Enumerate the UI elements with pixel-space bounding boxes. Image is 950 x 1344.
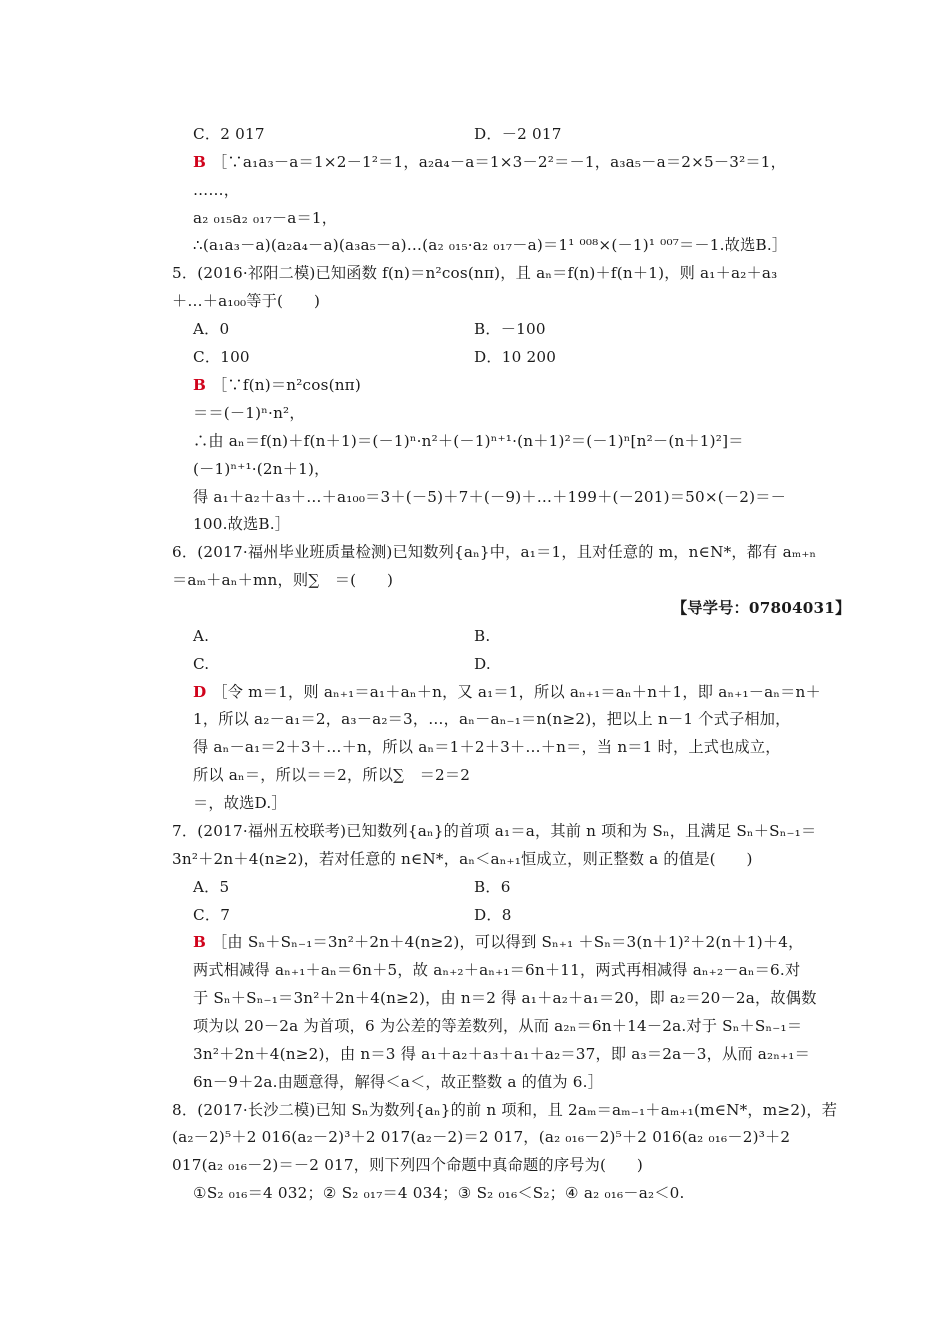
text-line <box>193 959 800 981</box>
text-line <box>172 820 816 842</box>
answer-letter: B <box>193 153 207 171</box>
line-text: ＝，故选D.］ <box>193 794 287 812</box>
line-text: C. <box>193 655 210 673</box>
line-text: 5．(2016·祁阳二模)已知函数 f(n)＝n²cos(nπ)，且 aₙ＝f(n)＋f(n＋1)，则 a₁＋a₂＋a₃ <box>172 264 778 282</box>
text-line <box>172 1126 790 1148</box>
line-text: 6．(2017·福州毕业班质量检测)已知数列{aₙ}中，a₁＝1，且对任意的 m，n∈N*，都有 aₘ₊ₙ <box>172 543 817 561</box>
line-text: C．100 <box>193 348 250 366</box>
text-line <box>193 736 781 758</box>
text-line <box>193 151 786 173</box>
text-line <box>193 234 787 256</box>
text-line <box>172 541 816 563</box>
line-text: ［∵a₁a₃－a＝1×2－1²＝1，a₂a₄－a＝1×3－2²＝－1，a₃a₅－a＝2×5－3²＝1， <box>212 153 787 171</box>
line-text: 3n²＋2n＋4(n≥2)，由 n＝3 得 a₁＋a₂＋a₃＋a₁＋a₂＝37，即 a₃＝2a－3，从而 a₂ₙ₊₁＝ <box>193 1045 810 1063</box>
text-line <box>193 987 817 1009</box>
line-text: (a₂－2)⁵＋2 016(a₂－2)³＋2 017(a₂－2)＝2 017，(a₂ ₀₁₆－2)⁵＋2 016(a₂ ₀₁₆－2)³＋2 <box>172 1128 791 1146</box>
line-text: ＋…＋a₁₀₀等于( ) <box>172 292 321 310</box>
line-text: (－1)ⁿ⁺¹·(2n＋1)， <box>193 460 330 478</box>
line-text: 得 a₁＋a₂＋a₃＋…＋a₁₀₀＝3＋(－5)＋7＋(－9)＋…＋199＋(－201)＝50×(－2)＝－ <box>193 488 787 506</box>
text-line <box>193 625 209 647</box>
text-line <box>172 569 393 591</box>
text-line <box>193 430 744 452</box>
line-text: B．6 <box>474 878 511 896</box>
text-line <box>172 262 777 284</box>
text-line <box>193 318 229 340</box>
text-line <box>193 792 287 814</box>
line-text: D．8 <box>474 906 512 924</box>
answer-letter: B <box>193 376 207 394</box>
line-text: 项为以 20－2a 为首项，6 为公差的等差数列，从而 a₂ₙ＝6n＋14－2a.对于 Sₙ＋Sₙ₋₁＝ <box>193 1017 803 1035</box>
text-line <box>193 513 290 535</box>
line-text: 3n²＋2n＋4(n≥2)，若对任意的 n∈N*，aₙ＜aₙ₊₁恒成立，则正整数 a 的值是( ) <box>172 850 753 868</box>
line-text: A. <box>193 627 210 645</box>
text-line <box>193 904 230 926</box>
line-text: 8．(2017·长沙二模)已知 Sₙ为数列{aₙ}的前 n 项和，且 2aₘ＝aₘ₋₁＋aₘ₊₁(m∈N*，m≥2)，若 <box>172 1101 838 1119</box>
line-text: ①S₂ ₀₁₆＝4 032；② S₂ ₀₁₇＝4 034；③ S₂ ₀₁₆＜S₂；④ a₂ ₀₁₆－a₂＜0. <box>193 1184 685 1202</box>
line-text: D．－2 017 <box>474 125 562 143</box>
line-text: 7．(2017·福州五校联考)已知数列{aₙ}的首项 a₁＝a，其前 n 项和为 Sₙ，且满足 Sₙ＋Sₙ₋₁＝ <box>172 822 817 840</box>
text-line <box>193 207 337 229</box>
text-line <box>193 179 239 201</box>
answer-letter: D <box>193 683 207 701</box>
text-line <box>193 653 209 675</box>
line-text: ∴(a₁a₃－a)(a₂a₄－a)(a₃a₅－a)…(a₂ ₀₁₅·a₂ ₀₁₇－a)＝1¹ ⁰⁰⁸×(－1)¹ ⁰⁰⁷＝－1.故选B.］ <box>193 236 788 254</box>
text-line <box>193 764 470 786</box>
text-line <box>474 904 512 926</box>
text-line <box>193 708 791 730</box>
text-line <box>193 876 229 898</box>
text-line <box>193 123 265 145</box>
text-line <box>193 1015 802 1037</box>
text-line <box>172 848 753 870</box>
text-line <box>193 374 361 396</box>
line-text: 100.故选B.］ <box>193 515 291 533</box>
text-line <box>172 1154 643 1176</box>
text-line <box>193 1182 685 1204</box>
line-text: 【导学号：07804031】 <box>672 599 851 617</box>
line-text: ＝aₘ＋aₙ＋mn，则∑ ＝( ) <box>172 571 394 589</box>
line-text: 6n－9＋2a.由题意得，解得＜a＜，故正整数 a 的值为 6.］ <box>193 1073 604 1091</box>
line-text: 于 Sₙ＋Sₙ₋₁＝3n²＋2n＋4(n≥2)，由 n＝2 得 a₁＋a₂＋a₁＝20，即 a₂＝20－2a，故偶数 <box>193 989 817 1007</box>
answer-letter: B <box>193 933 207 951</box>
text-line <box>474 876 511 898</box>
text-line <box>193 931 804 953</box>
text-line <box>193 486 786 508</box>
line-text: ∴由 aₙ＝f(n)＋f(n＋1)＝(－1)ⁿ·n²＋(－1)ⁿ⁺¹·(n＋1)²＝(－1)ⁿ[n²－(n＋1)²]＝ <box>193 432 744 450</box>
line-text: D. <box>474 655 491 673</box>
line-text: A．5 <box>193 878 230 896</box>
text-line <box>474 653 491 675</box>
line-text: ……， <box>193 181 240 199</box>
text-line <box>193 1043 810 1065</box>
line-text: ［由 Sₙ＋Sₙ₋₁＝3n²＋2n＋4(n≥2)，可以得到 Sₙ₊₁ ＋Sₙ＝3(n＋1)²＋2(n＋1)＋4， <box>212 933 804 951</box>
line-text: C．7 <box>193 906 231 924</box>
line-text: A．0 <box>193 320 230 338</box>
line-text: 017(a₂ ₀₁₆－2)＝－2 017，则下列四个命题中真命题的序号为( ) <box>172 1156 644 1174</box>
text-line <box>172 1099 837 1121</box>
line-text: 得 aₙ－a₁＝2＋3＋…＋n，所以 aₙ＝1＋2＋3＋…＋n＝，当 n＝1 时，上式也成立， <box>193 738 781 756</box>
text-line <box>474 346 556 368</box>
text-line <box>193 346 250 368</box>
text-line <box>474 318 546 340</box>
text-line <box>193 681 821 703</box>
line-text: B．－100 <box>474 320 546 338</box>
line-text: C．2 017 <box>193 125 265 143</box>
line-text: 两式相减得 aₙ₊₁＋aₙ＝6n＋5，故 aₙ₊₂＋aₙ₊₁＝6n＋11，两式再相减得 aₙ₊₂－aₙ＝6.对 <box>193 961 801 979</box>
text-line <box>193 402 305 424</box>
line-text: B. <box>474 627 491 645</box>
line-text: ［∵f(n)＝n²cos(nπ) <box>212 376 361 394</box>
text-line <box>193 1071 603 1093</box>
line-text: a₂ ₀₁₅a₂ ₀₁₇－a＝1， <box>193 209 338 227</box>
text-line <box>172 290 320 312</box>
line-text: ［令 m＝1，则 aₙ₊₁＝a₁＋aₙ＋n，又 a₁＝1，所以 aₙ₊₁＝aₙ＋n＋1，即 aₙ₊₁－aₙ＝n＋ <box>212 683 821 701</box>
text-line <box>474 625 490 647</box>
line-text: ＝＝(－1)ⁿ·n²， <box>193 404 305 422</box>
text-line <box>672 597 850 619</box>
text-line <box>474 123 562 145</box>
line-text: 1，所以 a₂－a₁＝2，a₃－a₂＝3，…，aₙ－aₙ₋₁＝n(n≥2)，把以上 n－1 个式子相加， <box>193 710 791 728</box>
text-line <box>193 458 330 480</box>
line-text: 所以 aₙ＝，所以＝＝2，所以∑ ＝2＝2 <box>193 766 471 784</box>
line-text: D．10 200 <box>474 348 557 366</box>
